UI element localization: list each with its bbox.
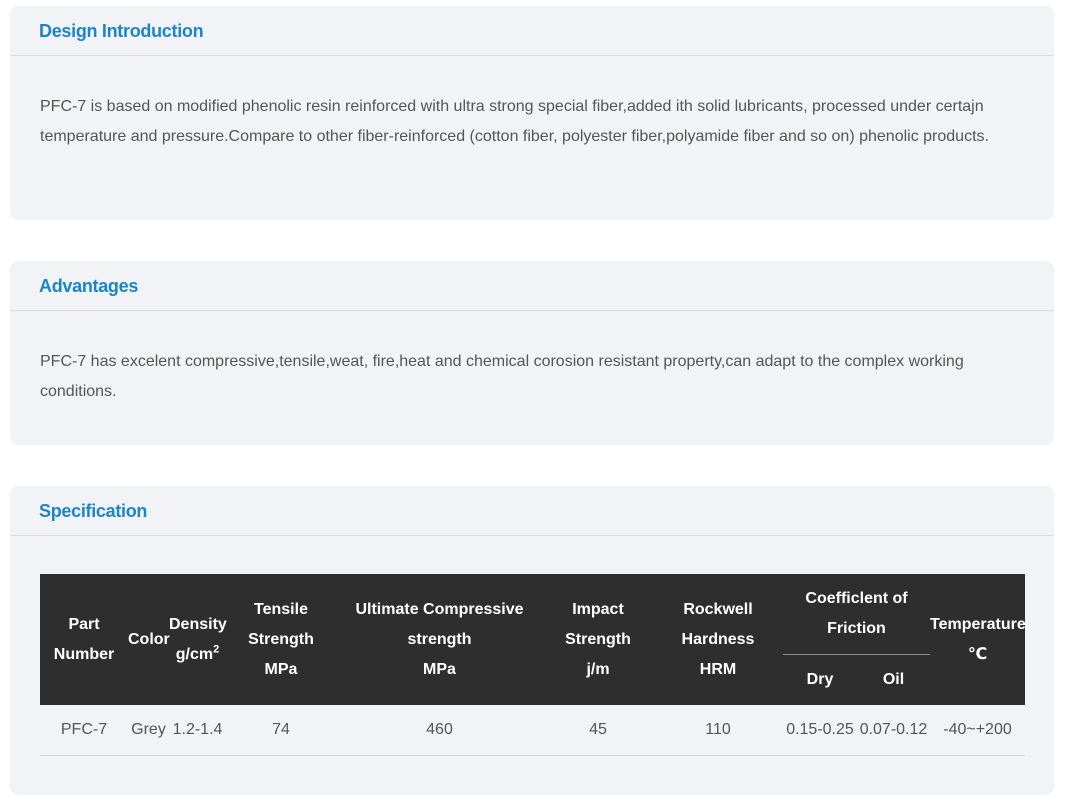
specification-card xyxy=(10,486,1054,795)
header-friction-dry: Dry xyxy=(806,671,834,688)
advantages-card xyxy=(10,261,1054,445)
cell-tensile-strength: 74 xyxy=(226,705,336,756)
advantages-text: PFC-7 has excelent compressive,tensile,weat, fire,heat and chemical corosion resistant property,can adapt to the complex working conditions. xyxy=(40,353,964,400)
specification-title: Specification xyxy=(10,486,1054,536)
design-introduction-text: PFC-7 is based on modified phenolic resin reinforced with ultra strong special fiber,added ith solid lubricants, processed under certajn temperature and pressure.Compare to other fiber-reinforced (cotton fiber, polyester fiber,polyamide fiber and so on) phenolic products. xyxy=(40,98,989,145)
cell-friction-oil: 0.07-0.12 xyxy=(857,705,930,756)
cell-part-number: PFC-7 xyxy=(40,705,128,756)
cell-temperature: -40~+200 xyxy=(930,705,1025,756)
design-introduction-card xyxy=(10,6,1054,220)
cell-color: Grey xyxy=(128,705,169,756)
cell-rockwell-hardness: 110 xyxy=(653,705,783,756)
header-rockwell-hardness: Rockwell Hardness HRM xyxy=(681,600,755,678)
cell-impact-strength: 45 xyxy=(543,705,653,756)
header-ultimate-compressive-strength: Ultimate Compressive strength MPa xyxy=(355,600,524,678)
cell-density: 1.2-1.4 xyxy=(169,705,226,756)
header-temperature: Temperature ℃ xyxy=(930,615,1026,663)
header-impact-strength: Impact Strength j/m xyxy=(565,600,631,678)
header-coefficient-of-friction: Coefficlent of Friction xyxy=(783,574,930,655)
cell-friction-dry: 0.15-0.25 xyxy=(783,705,857,756)
table-row xyxy=(40,705,1025,756)
table-header-row xyxy=(40,574,1025,655)
header-part-number: Part Number xyxy=(53,615,115,663)
advantages-title: Advantages xyxy=(10,261,1054,311)
header-density: Density $g/cm^2$ xyxy=(169,615,227,663)
header-tensile-strength: Tensile Strength MPa xyxy=(248,600,314,678)
specification-table xyxy=(40,574,1025,756)
header-friction-oil: Oil xyxy=(882,671,905,688)
header-color: Color xyxy=(128,630,170,648)
cell-compressive-strength: 460 xyxy=(336,705,543,756)
design-introduction-title: Design Introduction xyxy=(10,6,1054,56)
